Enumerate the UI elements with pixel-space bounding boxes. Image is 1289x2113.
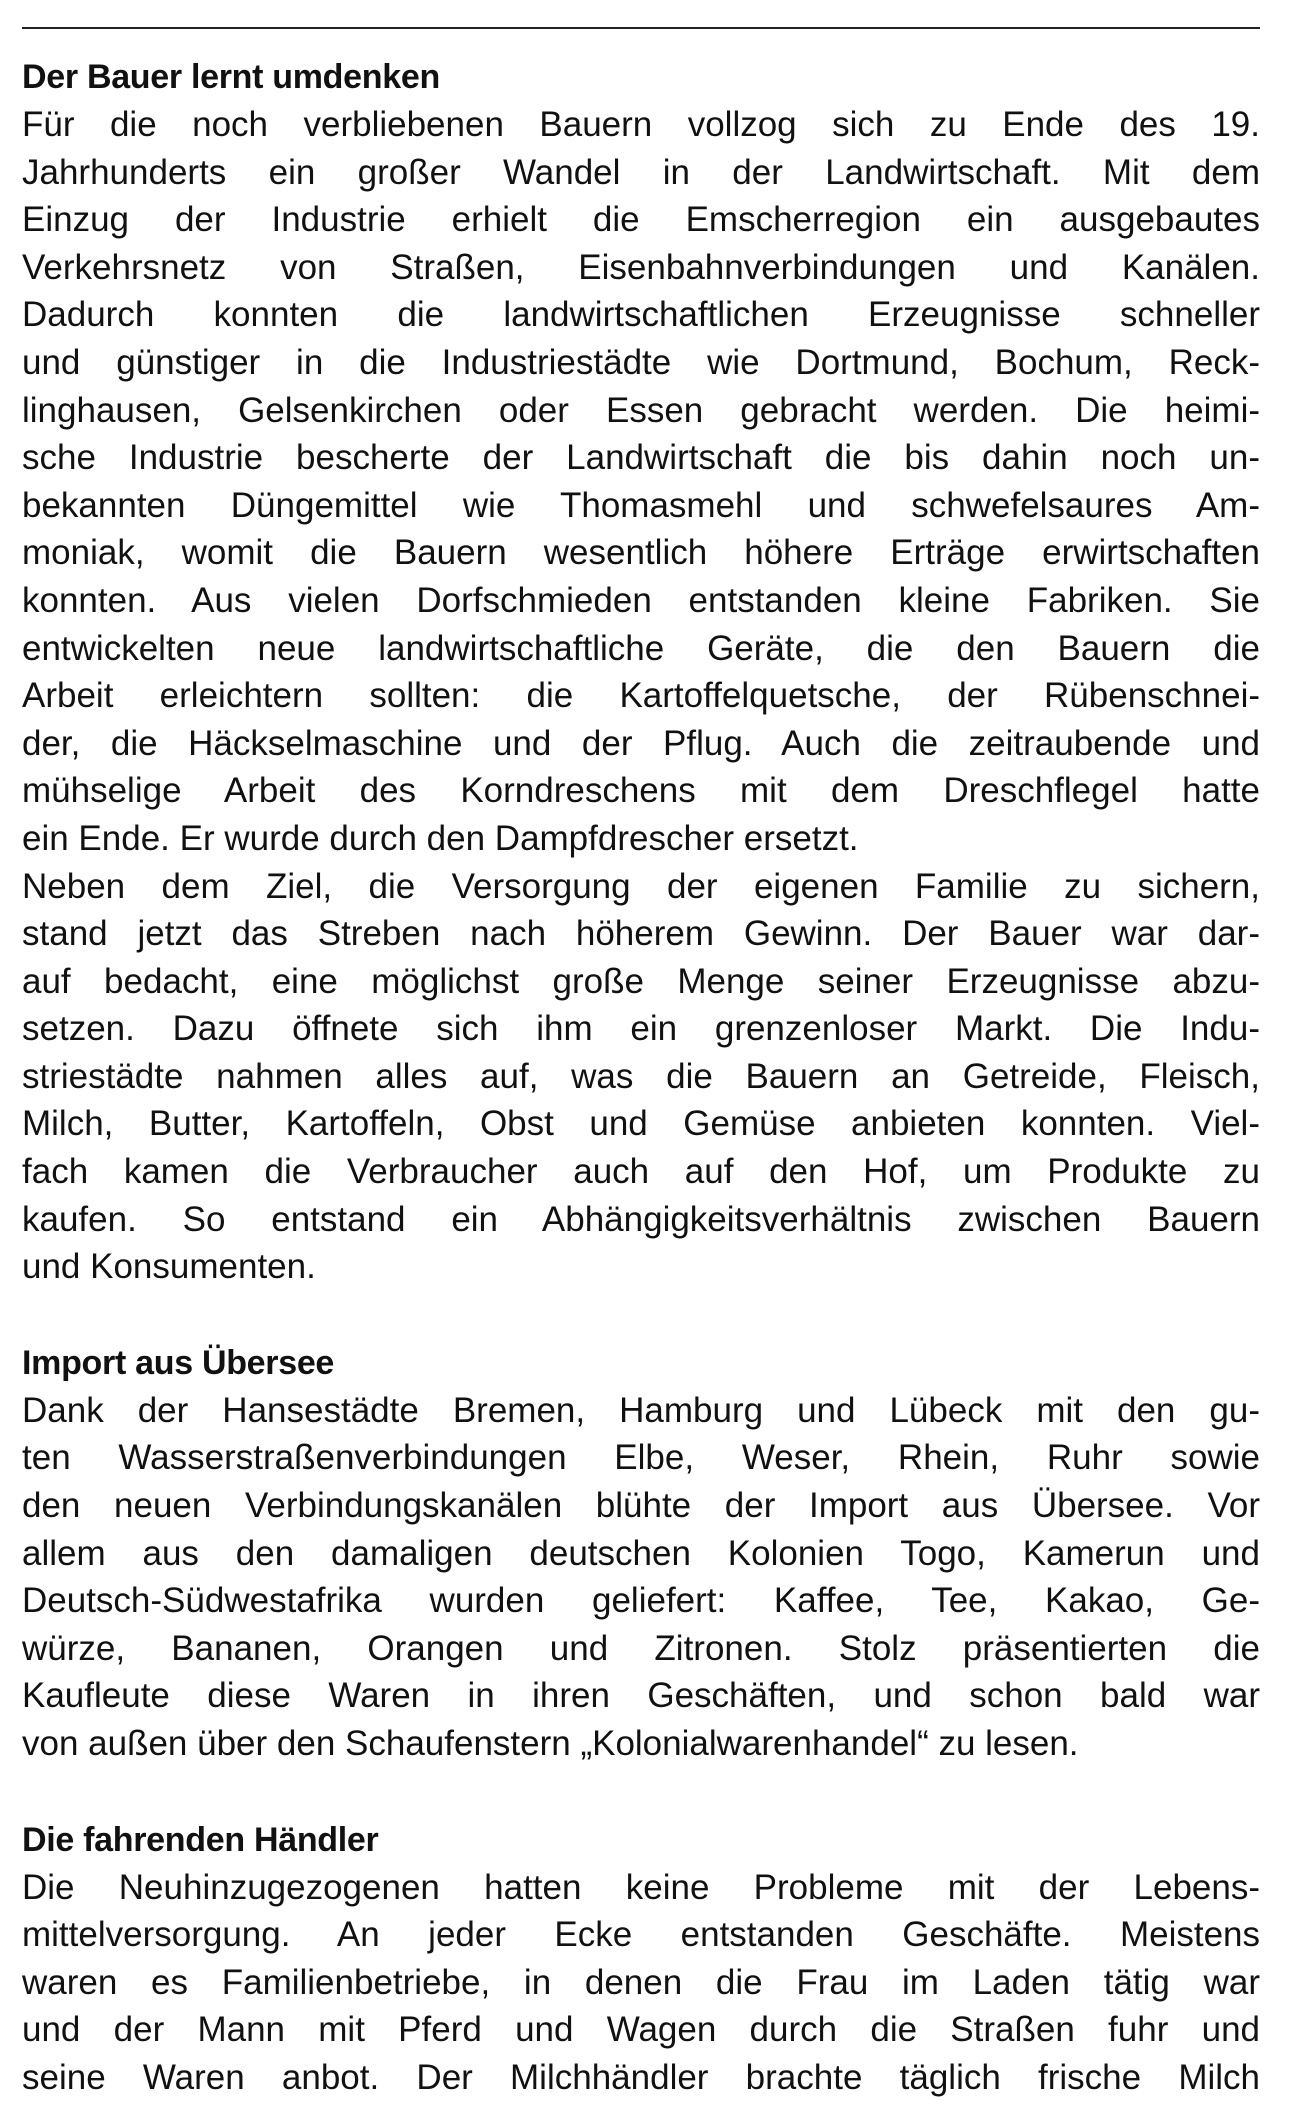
text-line: allem aus den damaligen deutschen Kolonien Togo, Kamerun und bbox=[22, 1533, 1260, 1573]
text-line: Die Neuhinzugezogenen hatten keine Probleme mit der Lebens- bbox=[22, 1867, 1260, 1907]
text-line: und der Mann mit Pferd und Wagen durch die Straßen fuhr und bbox=[22, 2010, 1260, 2050]
text-line: Milch, Butter, Kartoffeln, Obst und Gemüse anbieten konnten. Viel- bbox=[22, 1104, 1260, 1144]
text-line: der, die Häckselmaschine und der Pflug. Auch die zeitraubende und bbox=[22, 723, 1260, 763]
section-spacer bbox=[22, 1768, 1260, 1816]
text-line: Dank der Hansestädte Bremen, Hamburg und Lübeck mit den gu- bbox=[22, 1390, 1260, 1430]
text-line: und Konsumenten. bbox=[22, 1247, 316, 1287]
text-line: stand jetzt das Streben nach höherem Gewinn. Der Bauer war dar- bbox=[22, 914, 1260, 954]
text-line: ein Ende. Er wurde durch den Dampfdrescher ersetzt. bbox=[22, 818, 859, 858]
text-line: den neuen Verbindungskanälen blühte der Import aus Übersee. Vor bbox=[22, 1486, 1260, 1526]
text-line: seine Waren anbot. Der Milchhändler brachte täglich frische Milch bbox=[22, 2057, 1260, 2097]
top-rule-divider bbox=[22, 27, 1260, 29]
text-line: und günstiger in die Industriestädte wie Dortmund, Bochum, Reck- bbox=[22, 342, 1260, 382]
paragraph bbox=[22, 101, 1260, 863]
text-line: moniak, womit die Bauern wesentlich höhere Erträge erwirtschaften bbox=[22, 533, 1260, 573]
text-line: auf bedacht, eine möglichst große Menge seiner Erzeugnisse abzu- bbox=[22, 961, 1260, 1001]
text-line: Einzug der Industrie erhielt die Emscherregion ein ausgebautes bbox=[22, 200, 1260, 240]
text-line: sche Industrie bescherte der Landwirtschaft die bis dahin noch un- bbox=[22, 438, 1260, 478]
paragraph bbox=[22, 1387, 1260, 1768]
text-line: Deutsch-Südwestafrika wurden geliefert: Kaffee, Tee, Kakao, Ge- bbox=[22, 1581, 1260, 1621]
text-line: Verkehrsnetz von Straßen, Eisenbahnverbindungen und Kanälen. bbox=[22, 247, 1260, 287]
section-heading: Die fahrenden Händler bbox=[22, 1820, 379, 1859]
text-line: Für die noch verbliebenen Bauern vollzog sich zu Ende des 19. bbox=[22, 105, 1260, 144]
section-bauer-lernt-umdenken bbox=[22, 53, 1260, 1291]
text-line: Arbeit erleichtern sollten: die Kartoffelquetsche, der Rübenschnei- bbox=[22, 676, 1260, 716]
text-line: Jahrhunderts ein großer Wandel in der Landwirtschaft. Mit dem bbox=[22, 152, 1260, 192]
text-line: kaufen. So entstand ein Abhängigkeitsverhältnis zwischen Bauern bbox=[22, 1199, 1260, 1239]
section-import-aus-uebersee bbox=[22, 1339, 1260, 1768]
section-heading: Der Bauer lernt umdenken bbox=[22, 58, 440, 96]
text-line: ten Wasserstraßenverbindungen Elbe, Weser, Rhein, Ruhr sowie bbox=[22, 1438, 1260, 1478]
text-line: linghausen, Gelsenkirchen oder Essen gebracht werden. Die heimi- bbox=[22, 390, 1260, 430]
paragraph bbox=[22, 863, 1260, 1291]
text-line: bekannten Düngemittel wie Thomasmehl und schwefelsaures Am- bbox=[22, 485, 1260, 525]
text-line: mittelversorgung. An jeder Ecke entstanden Geschäfte. Meistens bbox=[22, 1915, 1260, 1955]
section-heading: Import aus Übersee bbox=[22, 1343, 335, 1382]
text-line: setzen. Dazu öffnete sich ihm ein grenzenloser Markt. Die Indu- bbox=[22, 1009, 1260, 1049]
text-line: fach kamen die Verbraucher auch auf den Hof, um Produkte zu bbox=[22, 1152, 1260, 1192]
text-line: entwickelten neue landwirtschaftliche Geräte, die den Bauern die bbox=[22, 628, 1260, 668]
text-line: Kaufleute diese Waren in ihren Geschäften, und schon bald war bbox=[22, 1676, 1260, 1716]
document-body bbox=[22, 53, 1260, 2102]
text-line: Dadurch konnten die landwirtschaftlichen Erzeugnisse schneller bbox=[22, 295, 1260, 335]
text-line: Neben dem Ziel, die Versorgung der eigenen Familie zu sichern, bbox=[22, 866, 1260, 906]
text-line: mühselige Arbeit des Korndreschens mit dem Dreschflegel hatte bbox=[22, 771, 1260, 811]
section-spacer bbox=[22, 1291, 1260, 1339]
text-line: striestädte nahmen alles auf, was die Bauern an Getreide, Fleisch, bbox=[22, 1056, 1260, 1096]
text-line: von außen über den Schaufenstern „Kolonialwarenhandel“ zu lesen. bbox=[22, 1724, 1079, 1763]
text-line: konnten. Aus vielen Dorfschmieden entstanden kleine Fabriken. Sie bbox=[22, 580, 1260, 620]
text-line: würze, Bananen, Orangen und Zitronen. Stolz präsentierten die bbox=[22, 1628, 1260, 1668]
text-line: waren es Familienbetriebe, in denen die Frau im Laden tätig war bbox=[22, 1962, 1260, 2002]
section-die-fahrenden-haendler bbox=[22, 1816, 1260, 2102]
paragraph bbox=[22, 1864, 1260, 2102]
